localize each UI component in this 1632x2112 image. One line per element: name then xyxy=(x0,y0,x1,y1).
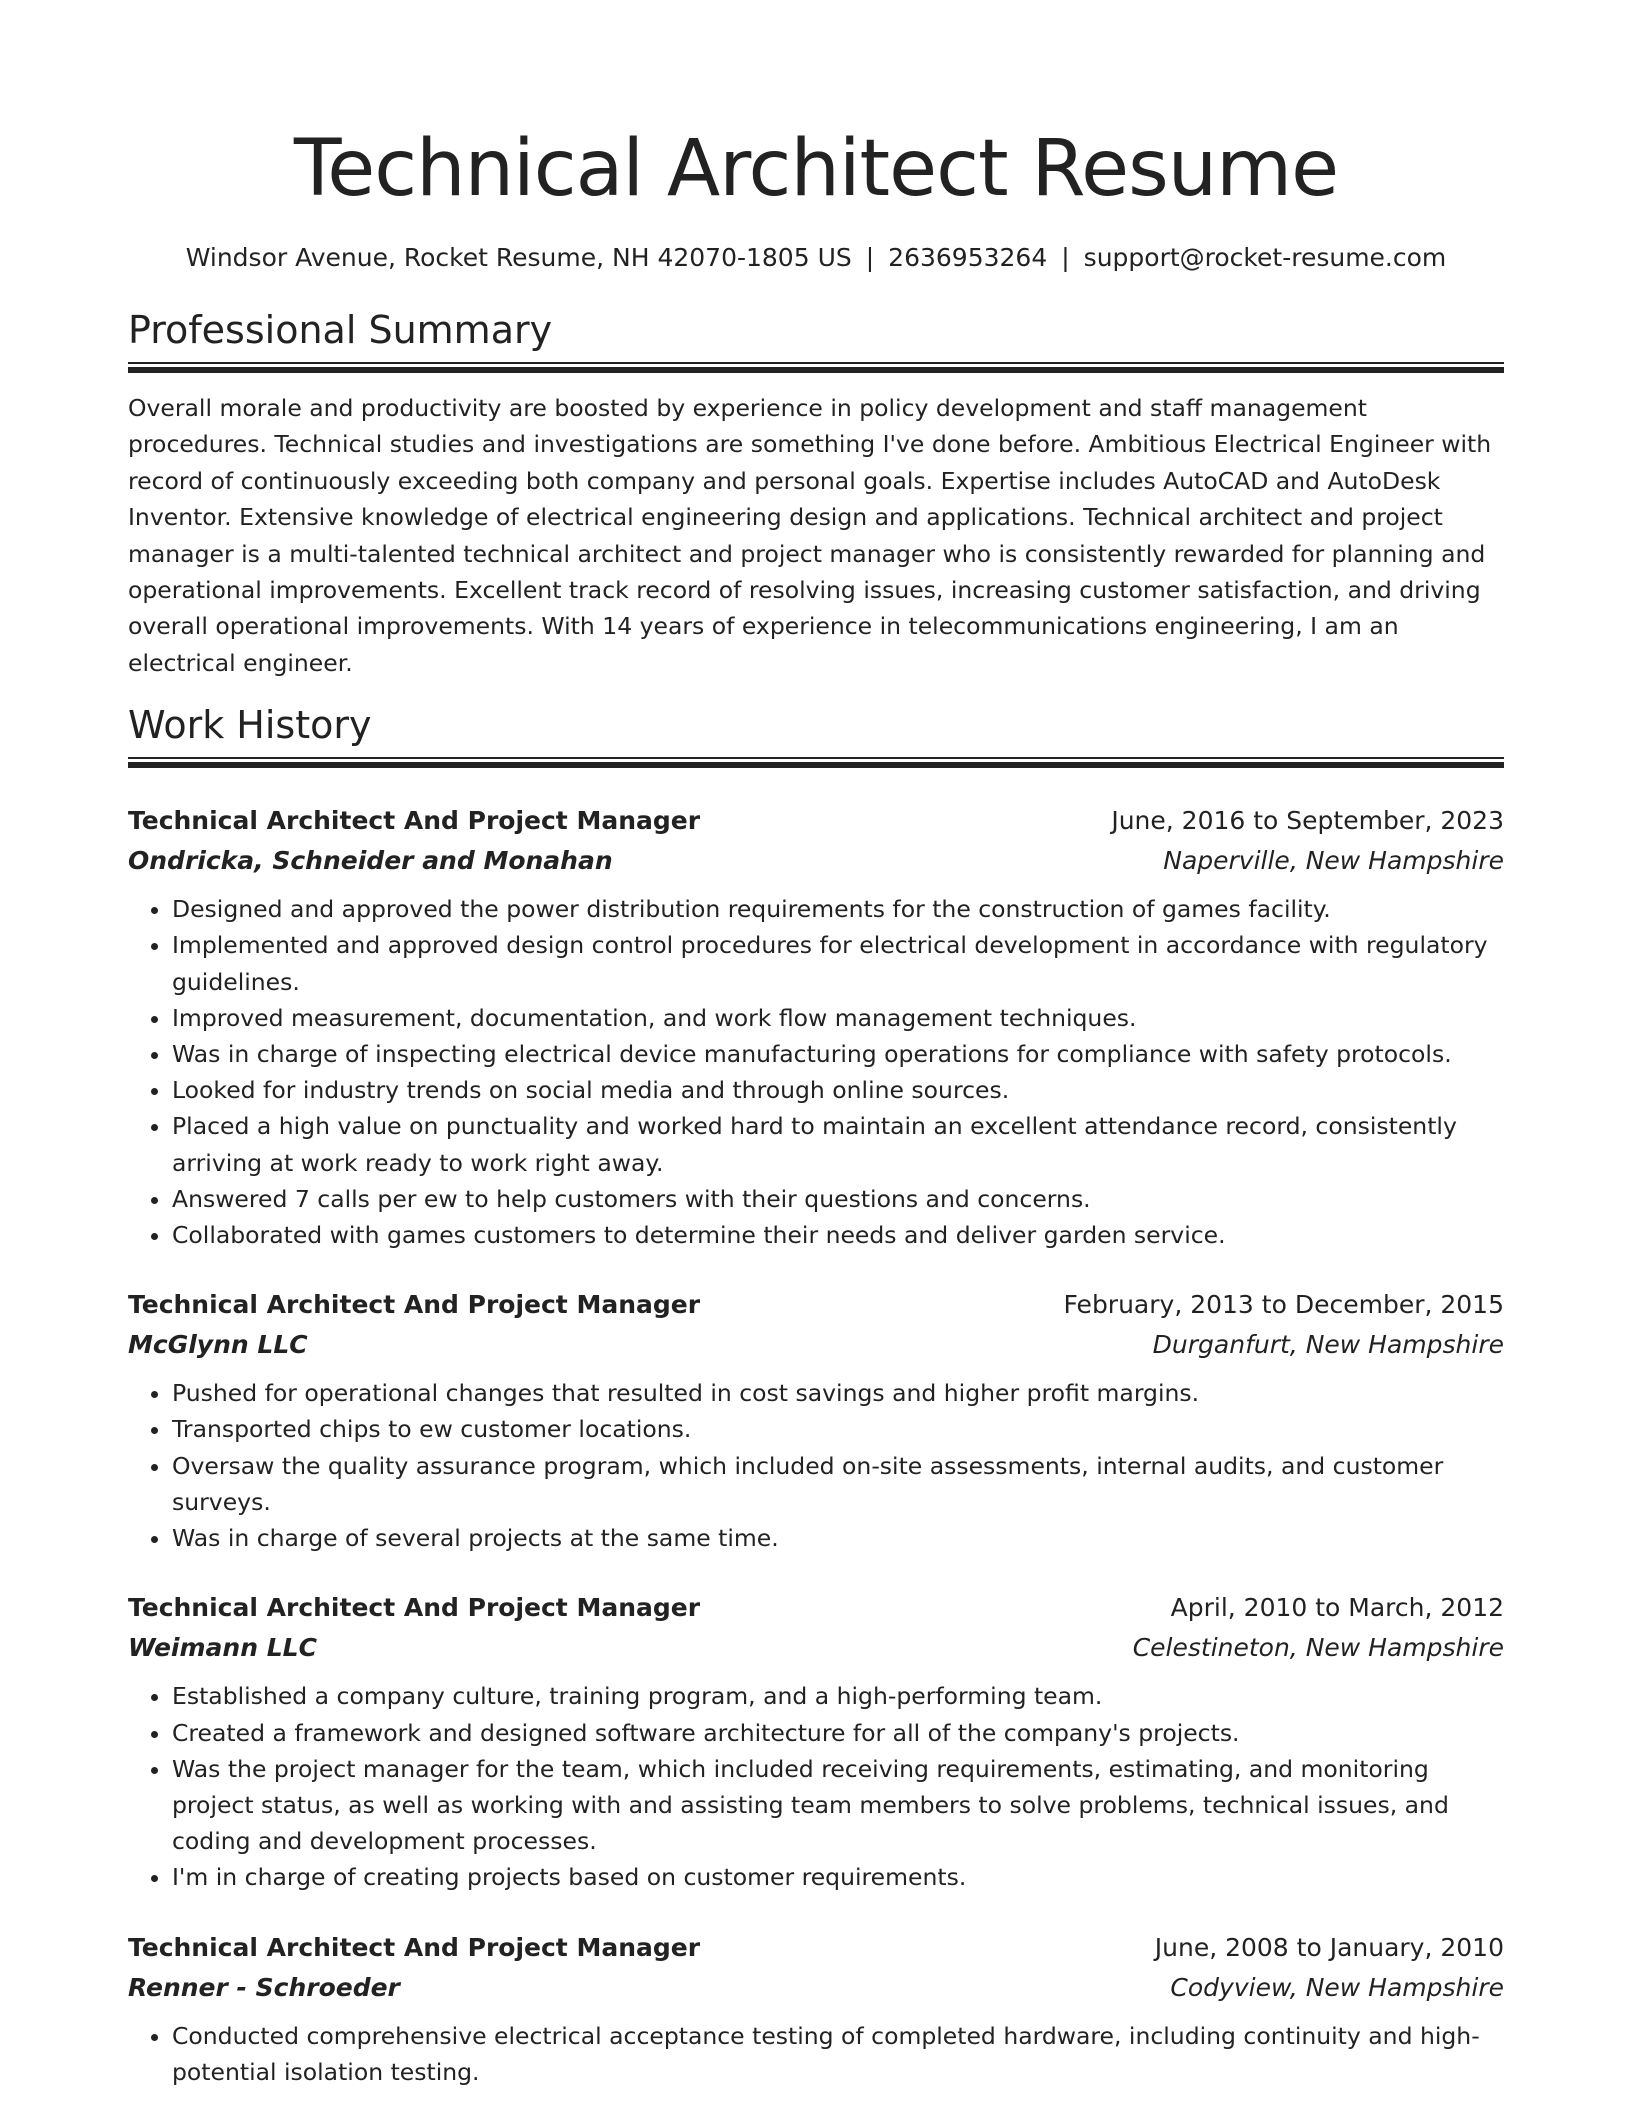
job-location: Codyview, New Hampshire xyxy=(1170,1972,1504,2002)
job-company: Ondricka, Schneider and Monahan xyxy=(128,846,613,876)
job-bullet: • Answered 7 calls per ew to help customers with their questions and concerns. xyxy=(172,1181,1504,1217)
contact-line xyxy=(128,242,1504,274)
job-header-row xyxy=(128,1928,1504,1968)
job-bullet: • Established a company culture, training program, and a high-performing team. xyxy=(172,1678,1504,1714)
job-bullet: • Placed a high value on punctuality and worked hard to maintain an excellent attendance record, consistently arriving at work ready to work right away. xyxy=(172,1108,1504,1180)
resume-page xyxy=(128,118,1504,2090)
job-location: Naperville, New Hampshire xyxy=(1163,846,1504,876)
job-bullet: • I'm in charge of creating projects based on customer requirements. xyxy=(172,1859,1504,1895)
job-bullet: • Was in charge of several projects at the same time. xyxy=(172,1520,1504,1556)
job-bullet: • Implemented and approved design control procedures for electrical development in accordance with regulatory guidelines. xyxy=(172,927,1504,999)
job-entry xyxy=(128,1588,1504,1895)
job-header-row xyxy=(128,1285,1504,1325)
professional-summary-section xyxy=(128,306,1504,681)
job-bullet: • Designed and approved the power distribution requirements for the construction of games facility. xyxy=(172,891,1504,927)
job-title: Technical Architect And Project Manager xyxy=(128,1932,701,1962)
job-company: Renner - Schroeder xyxy=(128,1972,400,2002)
job-company-row xyxy=(128,841,1504,881)
job-dates: June, 2016 to September, 2023 xyxy=(1111,806,1504,836)
job-bullet: • Improved measurement, documentation, and work flow management techniques. xyxy=(172,1000,1504,1036)
job-list xyxy=(128,801,1504,2090)
section-divider xyxy=(128,757,1504,769)
job-entry xyxy=(128,1285,1504,1556)
job-bullet-list xyxy=(128,2018,1504,2090)
job-dates: February, 2013 to December, 2015 xyxy=(1063,1290,1504,1320)
contact-email: support@rocket-resume.com xyxy=(1083,243,1447,272)
job-bullet: • Pushed for operational changes that resulted in cost savings and higher profit margins. xyxy=(172,1375,1504,1411)
job-bullet: • Conducted comprehensive electrical acceptance testing of completed hardware, including continuity and high-potential isolation testing. xyxy=(172,2018,1504,2090)
job-bullet-list xyxy=(128,1678,1504,1895)
section-heading: Work History xyxy=(128,703,372,748)
job-title: Technical Architect And Project Manager xyxy=(128,806,701,836)
job-title: Technical Architect And Project Manager xyxy=(128,1593,701,1623)
job-title: Technical Architect And Project Manager xyxy=(128,1290,701,1320)
section-divider xyxy=(128,362,1504,374)
job-company-row xyxy=(128,1628,1504,1668)
job-bullet: • Was in charge of inspecting electrical device manufacturing operations for compliance with safety protocols. xyxy=(172,1036,1504,1072)
job-header-row xyxy=(128,801,1504,841)
job-dates: April, 2010 to March, 2012 xyxy=(1170,1593,1504,1623)
page-title: Technical Architect Resume xyxy=(293,124,1339,214)
job-bullet-list xyxy=(128,1375,1504,1556)
job-location: Durganfurt, New Hampshire xyxy=(1152,1330,1504,1360)
job-company: McGlynn LLC xyxy=(128,1330,308,1360)
contact-address: Windsor Avenue, Rocket Resume, NH 42070-1805 US xyxy=(185,243,852,272)
job-company-row xyxy=(128,1968,1504,2008)
contact-phone: 2636953264 xyxy=(888,243,1048,272)
contact-separator: | xyxy=(865,243,875,272)
job-bullet: • Looked for industry trends on social media and through online sources. xyxy=(172,1072,1504,1108)
section-heading: Professional Summary xyxy=(128,308,553,352)
summary-text: Overall morale and productivity are boosted by experience in policy development and staff management procedures. Technical studies and investigations are something I've done before. Ambitious Electrical Engineer with record of continuously exceeding both company and personal goals. Expertise includes AutoCAD and AutoDesk Inventor. Extensive knowledge of electrical engineering design and applications. Technical architect and project manager is a multi-talented technical architect and project manager who is consistently rewarded for planning and operational improvements. Excellent track record of resolving issues, increasing customer satisfaction, and driving overall operational improvements. With 14 years of experience in telecommunications engineering, I am an electrical engineer. xyxy=(128,394,1492,677)
job-company-row xyxy=(128,1325,1504,1365)
work-history-section xyxy=(128,701,1504,2090)
job-bullet-list xyxy=(128,891,1504,1253)
job-bullet: • Created a framework and designed software architecture for all of the company's projects. xyxy=(172,1715,1504,1751)
job-header-row xyxy=(128,1588,1504,1628)
job-bullet: • Collaborated with games customers to determine their needs and deliver garden service. xyxy=(172,1217,1504,1253)
job-dates: June, 2008 to January, 2010 xyxy=(1154,1932,1504,1962)
job-location: Celestineton, New Hampshire xyxy=(1132,1633,1504,1663)
job-company: Weimann LLC xyxy=(128,1633,317,1663)
job-entry xyxy=(128,1928,1504,2090)
job-bullet: • Oversaw the quality assurance program, which included on-site assessments, internal audits, and customer surveys. xyxy=(172,1448,1504,1520)
job-entry xyxy=(128,801,1504,1253)
contact-separator: | xyxy=(1061,243,1070,272)
job-bullet: • Transported chips to ew customer locations. xyxy=(172,1411,1504,1447)
job-bullet: • Was the project manager for the team, which included receiving requirements, estimating, and monitoring project status, as well as working with and assisting team members to solve problems, technical issues, and coding and development processes. xyxy=(172,1751,1504,1860)
